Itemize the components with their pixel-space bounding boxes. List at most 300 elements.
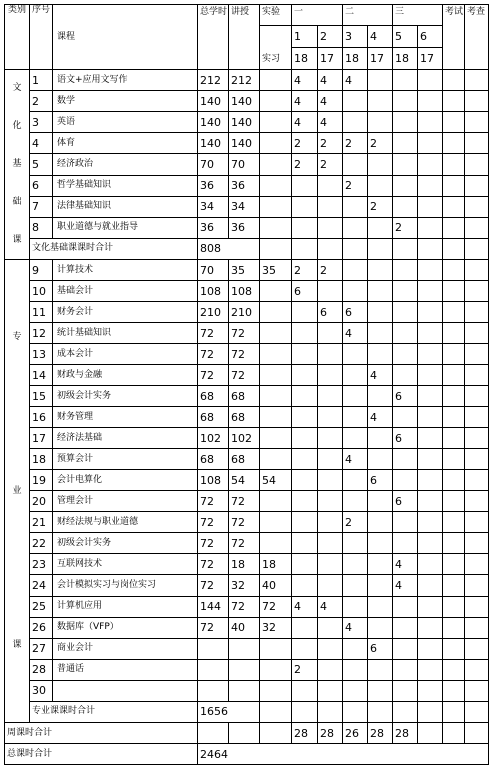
course-lecture-hours: 72 xyxy=(229,491,260,512)
course-name: 预算会计 xyxy=(53,449,198,470)
course-total-hours: 102 xyxy=(198,428,229,449)
course-row xyxy=(5,407,489,428)
course-lecture-hours xyxy=(229,659,260,680)
semester-hours xyxy=(418,344,443,365)
semester-hours xyxy=(393,302,418,323)
semester-hours xyxy=(393,533,418,554)
course-name: 会计电算化 xyxy=(53,470,198,491)
check-mark xyxy=(465,428,489,449)
exam-mark xyxy=(443,365,465,386)
semester-hours xyxy=(318,680,343,701)
semester-hours xyxy=(393,133,418,154)
semester-hours xyxy=(292,680,318,701)
course-number: 27 xyxy=(30,638,53,659)
course-lab-hours xyxy=(260,70,292,91)
check-mark xyxy=(465,365,489,386)
semester-hours xyxy=(368,575,393,596)
check-mark xyxy=(465,512,489,533)
course-name: 经济政治 xyxy=(53,154,198,175)
semester-hours xyxy=(318,217,343,238)
course-lab-hours xyxy=(260,281,292,302)
weekly-semester-hours xyxy=(418,723,443,744)
course-total-hours: 212 xyxy=(198,70,229,91)
header-year-2: 二 xyxy=(343,5,393,26)
course-number: 12 xyxy=(30,323,53,344)
course-lab-hours xyxy=(260,680,292,701)
course-total-hours xyxy=(198,659,229,680)
semester-hours: 2 xyxy=(368,196,393,217)
semester-hours: 2 xyxy=(292,260,318,281)
empty-cell xyxy=(443,701,465,722)
semester-hours xyxy=(318,470,343,491)
semester-hours: 2 xyxy=(343,133,368,154)
grand-total-label: 总课时合计 xyxy=(5,744,198,765)
semester-hours xyxy=(368,386,393,407)
course-number: 30 xyxy=(30,680,53,701)
semester-hours: 4 xyxy=(318,112,343,133)
course-lab-hours: 32 xyxy=(260,617,292,638)
course-total-hours: 72 xyxy=(198,491,229,512)
check-mark xyxy=(465,133,489,154)
semester-hours: 6 xyxy=(393,428,418,449)
course-lab-hours xyxy=(260,217,292,238)
check-mark xyxy=(465,554,489,575)
course-lab-hours xyxy=(260,407,292,428)
exam-mark xyxy=(443,533,465,554)
semester-hours: 6 xyxy=(318,302,343,323)
semester-hours xyxy=(393,112,418,133)
semester-hours xyxy=(292,533,318,554)
check-mark xyxy=(465,449,489,470)
check-mark xyxy=(465,344,489,365)
semester-hours: 2 xyxy=(343,512,368,533)
semester-hours xyxy=(418,680,443,701)
course-number: 10 xyxy=(30,281,53,302)
empty-cell xyxy=(465,701,489,722)
course-row xyxy=(5,260,489,281)
semester-hours xyxy=(292,575,318,596)
semester-hours xyxy=(418,428,443,449)
semester-weeks: 17 xyxy=(420,52,435,65)
course-row xyxy=(5,196,489,217)
semester-number: 5 xyxy=(393,26,417,48)
semester-weeks: 17 xyxy=(370,52,385,65)
course-row xyxy=(5,175,489,196)
course-row xyxy=(5,491,489,512)
empty-cell xyxy=(465,238,489,259)
header-exam xyxy=(443,5,465,70)
semester-hours xyxy=(368,428,393,449)
course-name: 财务管理 xyxy=(53,407,198,428)
course-total-hours: 68 xyxy=(198,386,229,407)
semester-hours xyxy=(418,533,443,554)
semester-weeks: 18 xyxy=(395,52,410,65)
course-lab-hours xyxy=(260,344,292,365)
course-lecture-hours: 72 xyxy=(229,512,260,533)
course-number: 2 xyxy=(30,91,53,112)
weekly-semester-hours: 28 xyxy=(292,723,318,744)
course-total-hours: 72 xyxy=(198,512,229,533)
exam-mark xyxy=(443,659,465,680)
semester-hours xyxy=(318,659,343,680)
semester-hours xyxy=(368,659,393,680)
course-total-hours: 72 xyxy=(198,533,229,554)
header-semester-2 xyxy=(318,26,343,70)
semester-hours xyxy=(343,470,368,491)
semester-hours: 4 xyxy=(368,407,393,428)
course-number: 21 xyxy=(30,512,53,533)
course-total-hours: 72 xyxy=(198,323,229,344)
semester-hours xyxy=(368,91,393,112)
course-total-hours: 72 xyxy=(198,554,229,575)
category-char: 基 xyxy=(12,158,22,169)
semester-hours: 6 xyxy=(368,470,393,491)
exam-mark xyxy=(443,617,465,638)
exam-mark xyxy=(443,386,465,407)
check-mark xyxy=(465,175,489,196)
semester-hours: 2 xyxy=(318,260,343,281)
course-name: 管理会计 xyxy=(53,491,198,512)
exam-mark xyxy=(443,449,465,470)
course-name: 计算技术 xyxy=(53,260,198,281)
exam-mark xyxy=(443,575,465,596)
semester-hours xyxy=(418,112,443,133)
header-semester-5 xyxy=(393,26,418,70)
semester-hours xyxy=(292,491,318,512)
course-name: 经济法基础 xyxy=(53,428,198,449)
course-total-hours: 72 xyxy=(198,617,229,638)
course-row xyxy=(5,154,489,175)
semester-hours xyxy=(318,344,343,365)
semester-hours xyxy=(368,554,393,575)
exam-mark xyxy=(443,470,465,491)
header-exam-text: 考试 xyxy=(445,7,464,17)
course-name: 法律基础知识 xyxy=(53,196,198,217)
semester-hours xyxy=(393,91,418,112)
semester-hours xyxy=(418,70,443,91)
course-row xyxy=(5,575,489,596)
semester-hours: 2 xyxy=(318,154,343,175)
exam-mark xyxy=(443,407,465,428)
check-mark xyxy=(465,680,489,701)
semester-hours xyxy=(368,281,393,302)
empty-cell xyxy=(260,701,292,722)
empty-cell xyxy=(368,701,393,722)
course-total-hours: 36 xyxy=(198,217,229,238)
semester-hours xyxy=(393,175,418,196)
check-mark xyxy=(465,323,489,344)
course-number: 9 xyxy=(30,260,53,281)
course-total-hours: 72 xyxy=(198,365,229,386)
semester-hours xyxy=(292,344,318,365)
course-lab-hours: 54 xyxy=(260,470,292,491)
exam-mark xyxy=(443,491,465,512)
semester-hours xyxy=(393,365,418,386)
course-row xyxy=(5,617,489,638)
semester-weeks: 18 xyxy=(294,52,308,65)
semester-hours xyxy=(368,112,393,133)
semester-hours: 4 xyxy=(292,91,318,112)
empty-cell xyxy=(260,723,292,744)
semester-hours xyxy=(318,491,343,512)
course-name: 财经法规与职业道德 xyxy=(53,512,198,533)
course-lab-hours xyxy=(260,323,292,344)
course-number: 13 xyxy=(30,344,53,365)
exam-mark xyxy=(443,302,465,323)
course-number: 18 xyxy=(30,449,53,470)
semester-hours: 4 xyxy=(343,323,368,344)
subtotal-value: 1656 xyxy=(198,701,260,722)
semester-hours xyxy=(418,133,443,154)
header-semester-6 xyxy=(418,26,443,70)
header-year-3: 三 xyxy=(393,5,443,26)
check-mark xyxy=(465,386,489,407)
course-number: 16 xyxy=(30,407,53,428)
check-mark xyxy=(465,617,489,638)
course-total-hours xyxy=(198,638,229,659)
semester-hours xyxy=(343,365,368,386)
semester-weeks: 18 xyxy=(345,52,360,65)
semester-hours xyxy=(292,196,318,217)
semester-hours xyxy=(318,428,343,449)
semester-hours xyxy=(343,575,368,596)
semester-hours xyxy=(343,638,368,659)
semester-hours xyxy=(318,281,343,302)
category-char: 课 xyxy=(12,639,22,650)
check-mark xyxy=(465,407,489,428)
empty-cell xyxy=(393,701,418,722)
check-mark xyxy=(465,70,489,91)
course-row xyxy=(5,365,489,386)
check-mark xyxy=(465,575,489,596)
course-number: 23 xyxy=(30,554,53,575)
course-total-hours: 108 xyxy=(198,470,229,491)
semester-number: 1 xyxy=(292,26,317,48)
course-row xyxy=(5,112,489,133)
course-number: 28 xyxy=(30,659,53,680)
semester-hours xyxy=(343,217,368,238)
course-lecture-hours: 68 xyxy=(229,449,260,470)
course-lecture-hours: 140 xyxy=(229,112,260,133)
check-mark xyxy=(465,112,489,133)
exam-mark xyxy=(443,554,465,575)
course-lecture-hours: 35 xyxy=(229,260,260,281)
course-lecture-hours: 140 xyxy=(229,133,260,154)
semester-hours xyxy=(368,449,393,470)
weekly-semester-hours: 28 xyxy=(368,723,393,744)
course-lecture-hours: 72 xyxy=(229,323,260,344)
header-lecture xyxy=(229,5,260,70)
semester-hours xyxy=(343,260,368,281)
subtotal-label: 文化基础课课时合计 xyxy=(30,238,198,259)
category-char: 业 xyxy=(12,485,22,496)
semester-hours: 4 xyxy=(292,112,318,133)
check-mark xyxy=(465,638,489,659)
course-lecture-hours: 210 xyxy=(229,302,260,323)
empty-cell xyxy=(229,723,260,744)
course-number: 11 xyxy=(30,302,53,323)
table-body xyxy=(5,5,489,765)
semester-hours xyxy=(418,91,443,112)
semester-hours xyxy=(418,175,443,196)
semester-hours xyxy=(418,154,443,175)
check-mark xyxy=(465,491,489,512)
course-row xyxy=(5,344,489,365)
course-lab-hours xyxy=(260,91,292,112)
course-row xyxy=(5,323,489,344)
header-lab-top: 实验 xyxy=(260,5,292,26)
semester-hours xyxy=(393,196,418,217)
semester-hours xyxy=(368,260,393,281)
check-mark xyxy=(465,659,489,680)
header-semester-4 xyxy=(368,26,393,70)
course-total-hours: 36 xyxy=(198,175,229,196)
course-name: 计算机应用 xyxy=(53,596,198,617)
course-total-hours: 68 xyxy=(198,407,229,428)
semester-hours xyxy=(368,175,393,196)
empty-cell xyxy=(343,238,368,259)
semester-hours xyxy=(343,386,368,407)
course-number: 6 xyxy=(30,175,53,196)
course-lab-hours xyxy=(260,491,292,512)
header-semester-1 xyxy=(292,26,318,70)
course-total-hours xyxy=(198,680,229,701)
course-name: 互联网技术 xyxy=(53,554,198,575)
course-number: 7 xyxy=(30,196,53,217)
major-subtotal-row xyxy=(5,701,489,722)
semester-hours xyxy=(418,617,443,638)
semester-hours xyxy=(418,449,443,470)
semester-hours xyxy=(343,491,368,512)
course-number: 24 xyxy=(30,575,53,596)
semester-hours xyxy=(292,323,318,344)
course-lecture-hours xyxy=(229,680,260,701)
course-name: 数学 xyxy=(53,91,198,112)
header-semester-3 xyxy=(343,26,368,70)
major-category xyxy=(5,260,30,723)
check-mark xyxy=(465,302,489,323)
course-row xyxy=(5,386,489,407)
header-check xyxy=(465,5,489,70)
semester-hours: 2 xyxy=(292,133,318,154)
semester-hours xyxy=(343,112,368,133)
semester-hours xyxy=(292,512,318,533)
semester-hours xyxy=(368,217,393,238)
course-lab-hours xyxy=(260,533,292,554)
course-lecture-hours: 40 xyxy=(229,617,260,638)
semester-hours: 4 xyxy=(292,70,318,91)
category-char: 化 xyxy=(12,121,22,132)
semester-hours xyxy=(418,575,443,596)
course-name: 初级会计实务 xyxy=(53,533,198,554)
semester-number: 4 xyxy=(368,26,392,48)
semester-hours xyxy=(292,217,318,238)
semester-hours: 2 xyxy=(292,659,318,680)
exam-mark xyxy=(443,196,465,217)
semester-hours xyxy=(418,365,443,386)
category-char: 文 xyxy=(12,83,22,94)
weekly-semester-hours: 28 xyxy=(393,723,418,744)
semester-hours xyxy=(418,491,443,512)
semester-hours xyxy=(292,407,318,428)
course-name: 商业会计 xyxy=(53,638,198,659)
semester-hours: 6 xyxy=(393,491,418,512)
course-total-hours: 210 xyxy=(198,302,229,323)
semester-hours: 2 xyxy=(318,133,343,154)
semester-hours: 2 xyxy=(343,175,368,196)
course-lab-hours xyxy=(260,196,292,217)
semester-hours: 4 xyxy=(318,70,343,91)
semester-hours: 4 xyxy=(368,365,393,386)
semester-hours xyxy=(418,512,443,533)
course-row xyxy=(5,596,489,617)
semester-hours xyxy=(393,154,418,175)
semester-hours: 4 xyxy=(393,575,418,596)
curriculum-table xyxy=(4,4,489,765)
culture-subtotal-row xyxy=(5,238,489,259)
course-lecture-hours: 72 xyxy=(229,365,260,386)
exam-mark xyxy=(443,260,465,281)
category-text xyxy=(5,70,29,259)
semester-hours xyxy=(292,470,318,491)
category-char: 础 xyxy=(12,196,22,207)
course-total-hours: 140 xyxy=(198,91,229,112)
semester-hours xyxy=(292,386,318,407)
exam-mark xyxy=(443,281,465,302)
semester-hours xyxy=(418,386,443,407)
semester-hours xyxy=(418,554,443,575)
culture-category xyxy=(5,70,30,260)
header-check-text: 考查 xyxy=(467,7,486,17)
course-total-hours: 140 xyxy=(198,112,229,133)
semester-weeks: 17 xyxy=(320,52,334,65)
check-mark xyxy=(465,217,489,238)
course-name: 语文+应用文写作 xyxy=(53,70,198,91)
course-row xyxy=(5,302,489,323)
semester-hours xyxy=(393,449,418,470)
weekly-semester-hours: 28 xyxy=(318,723,343,744)
semester-hours xyxy=(393,638,418,659)
course-row xyxy=(5,533,489,554)
course-lab-hours xyxy=(260,659,292,680)
course-name: 普通话 xyxy=(53,659,198,680)
semester-hours xyxy=(343,428,368,449)
semester-hours xyxy=(418,470,443,491)
course-lecture-hours: 32 xyxy=(229,575,260,596)
course-number: 4 xyxy=(30,133,53,154)
semester-hours xyxy=(292,175,318,196)
course-row xyxy=(5,449,489,470)
semester-hours xyxy=(393,407,418,428)
semester-hours xyxy=(318,533,343,554)
category-char: 专 xyxy=(12,331,22,342)
semester-hours xyxy=(292,617,318,638)
course-number: 22 xyxy=(30,533,53,554)
exam-mark xyxy=(443,91,465,112)
semester-hours xyxy=(318,512,343,533)
empty-cell xyxy=(393,238,418,259)
empty-cell xyxy=(343,701,368,722)
course-number: 5 xyxy=(30,154,53,175)
course-lab-hours xyxy=(260,154,292,175)
semester-hours: 2 xyxy=(393,217,418,238)
check-mark xyxy=(465,91,489,112)
course-lecture-hours: 212 xyxy=(229,70,260,91)
check-mark xyxy=(465,260,489,281)
course-total-hours: 144 xyxy=(198,596,229,617)
empty-cell xyxy=(443,238,465,259)
exam-mark xyxy=(443,133,465,154)
